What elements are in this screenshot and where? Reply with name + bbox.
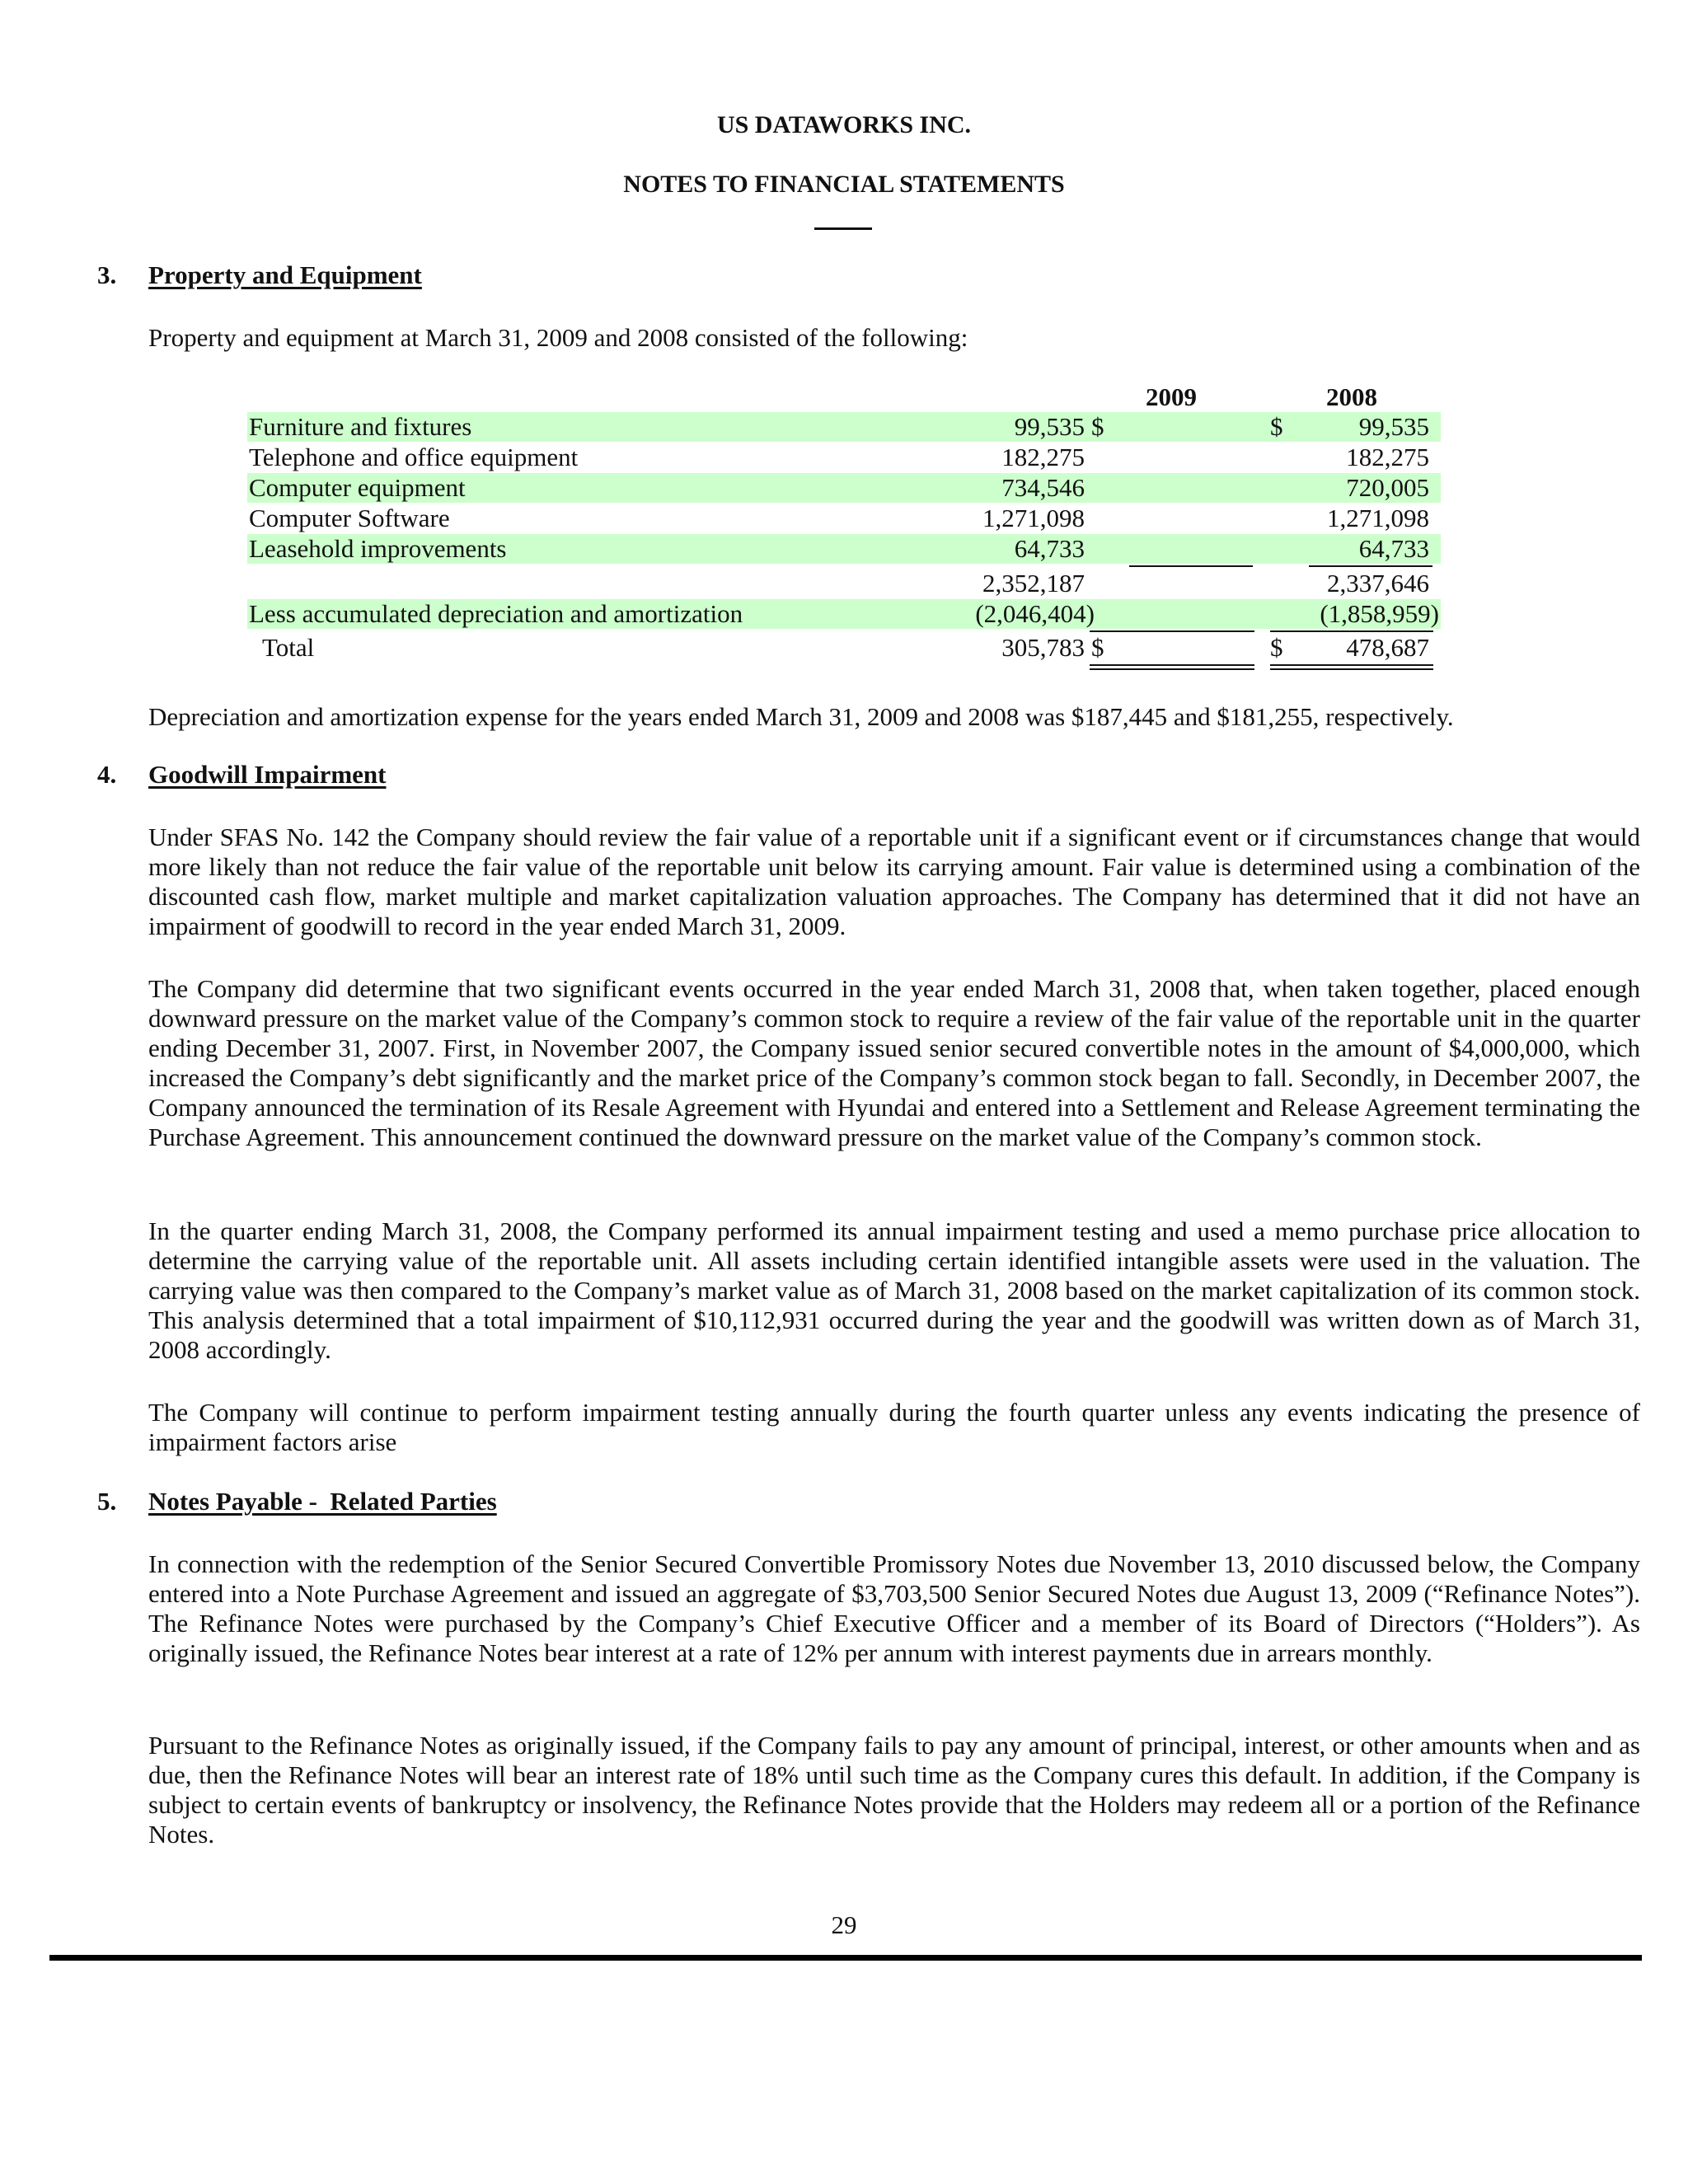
page-title: NOTES TO FINANCIAL STATEMENTS — [623, 171, 1065, 198]
paragraph: Pursuant to the Refinance Notes as originally issued, if the Company fails to pay any amount of principal, interest, or other amounts when and as due, then the Refinance Notes will bear an interest rate of 18% until such time as the Company cures this default. In addition, if the Company is subject to certain events of bankruptcy or insolvency, the Refinance Notes provide that the Holders may redeem all or a portion of the Refinance Notes. — [148, 1731, 1640, 1849]
currency-symbol: $ — [1270, 633, 1283, 662]
total-rule-2008 — [1270, 630, 1433, 632]
total-rule-2009 — [1090, 630, 1254, 632]
table-row — [247, 443, 1441, 472]
value-2009: 182,275 — [1001, 443, 1085, 471]
row-label: Total — [262, 633, 315, 662]
section-number: 5. — [97, 1487, 117, 1516]
row-label: Less accumulated depreciation and amortization — [249, 599, 743, 628]
currency-symbol: $ — [1270, 412, 1283, 441]
section-heading-goodwill — [97, 760, 386, 790]
value-2008: 64,733 — [1358, 534, 1429, 563]
row-label: Furniture and fixtures — [249, 412, 472, 441]
accumulated-2009: (2,046,404) — [975, 599, 1095, 628]
row-label: Leasehold improvements — [249, 534, 507, 563]
property-intro: Property and equipment at March 31, 2009 and 2008 consisted of the following: — [148, 323, 968, 352]
value-2009: 1,271,098 — [982, 504, 1085, 532]
accumulated-row — [247, 599, 1441, 629]
paragraph: Under SFAS No. 142 the Company should review the fair value of a reportable unit if a significant event or if circumstances change that would more likely than not reduce the fair value of the reportable unit below its carrying amount. Fair value is determined using a combination of the discounted cash flow, market multiple and market capitalization valuation approaches. The Company has determined that it did not have an impairment of goodwill to record in the year ended March 31, 2009. — [148, 823, 1640, 940]
total-2009: 305,783 — [1001, 633, 1085, 662]
value-2008: 720,005 — [1346, 473, 1429, 502]
table-row — [247, 473, 1441, 503]
section-heading-notes-payable — [97, 1487, 497, 1516]
value-2008: 99,535 — [1358, 412, 1429, 441]
value-2009: 99,535 — [1014, 412, 1085, 441]
paragraph: The Company will continue to perform impairment testing annually during the fourth quarter unless any events indicating the presence of impairment factors arise — [148, 1398, 1640, 1456]
paragraph: The Company did determine that two significant events occurred in the year ended March 31, 2008 that, when taken together, placed enough downward pressure on the market value of the Company’s common stock to require a review of the fair value of the reportable unit in the quarter ending December 31, 2007. First, in November 2007, the Company issued senior secured convertible notes in the amount of $4,000,000, which increased the Company’s debt significantly and the market price of the Company’s common stock began to fall. Secondly, in December 2007, the Company announced the termination of its Resale Agreement with Hyundai and entered into a Settlement and Release Agreement terminating the Purchase Agreement. This announcement continued the downward pressure on the market value of the Company’s common stock. — [148, 974, 1640, 1151]
double-rule-2009 — [1090, 664, 1254, 670]
subtotal-rule-2008 — [1309, 565, 1432, 567]
value-2009: 734,546 — [1001, 473, 1085, 502]
section-number: 4. — [97, 760, 117, 789]
subtotal-row — [247, 569, 1441, 598]
column-header-2009: 2009 — [1146, 382, 1197, 411]
section-number: 3. — [97, 260, 117, 289]
value-2008: 182,275 — [1346, 443, 1429, 471]
currency-symbol: $ — [1091, 633, 1104, 662]
company-name: US DATAWORKS INC. — [716, 111, 972, 138]
value-2008: 1,271,098 — [1327, 504, 1429, 532]
footer-rule — [49, 1955, 1642, 1961]
row-label: Computer Software — [249, 504, 450, 532]
accumulated-2008: (1,858,959) — [1320, 599, 1439, 628]
table-row — [247, 504, 1441, 533]
currency-symbol: $ — [1091, 412, 1104, 441]
depreciation-note: Depreciation and amortization expense for the years ended March 31, 2009 and 2008 was $187,445 and $181,255, respectively. — [148, 702, 1454, 731]
paragraph: In the quarter ending March 31, 2008, the Company performed its annual impairment testing and used a memo purchase price allocation to determine the carrying value of the reportable unit. All assets including certain identified intangible assets were used in the valuation. The carrying value was then compared to the Company’s market value as of March 31, 2008 based on the market capitalization of its common stock. This analysis determined that a total impairment of $10,112,931 occurred during the year and the goodwill was written down as of March 31, 2008 accordingly. — [148, 1216, 1640, 1364]
value-2009: 64,733 — [1014, 534, 1085, 563]
page-number: 29 — [831, 1910, 857, 1939]
table-row — [247, 534, 1441, 564]
total-row — [247, 633, 1441, 663]
section-title: Notes Payable - Related Parties — [148, 1487, 497, 1516]
table-row — [247, 412, 1441, 442]
section-title: Goodwill Impairment — [148, 760, 387, 789]
paragraph: In connection with the redemption of the Senior Secured Convertible Promissory Notes due November 13, 2010 discussed below, the Company entered into a Note Purchase Agreement and issued an aggregate of $3,703,500 Senior Secured Notes due August 13, 2009 (“Refinance Notes”). The Refinance Notes were purchased by the Company’s Chief Executive Officer and a member of its Board of Directors (“Holders”). As originally issued, the Refinance Notes bear interest at a rate of 12% per annum with interest payments due in arrears monthly. — [148, 1549, 1640, 1667]
subtotal-2008: 2,337,646 — [1327, 569, 1429, 598]
subtotal-rule-2009 — [1129, 565, 1253, 567]
row-label: Computer equipment — [249, 473, 466, 502]
row-label: Telephone and office equipment — [249, 443, 579, 471]
subtotal-2009: 2,352,187 — [982, 569, 1085, 598]
column-header-2008: 2008 — [1326, 382, 1377, 411]
section-heading-property — [97, 260, 422, 290]
double-rule-2008 — [1270, 664, 1433, 670]
title-divider — [814, 227, 872, 230]
total-2008: 478,687 — [1346, 633, 1429, 662]
section-title: Property and Equipment — [148, 260, 422, 289]
